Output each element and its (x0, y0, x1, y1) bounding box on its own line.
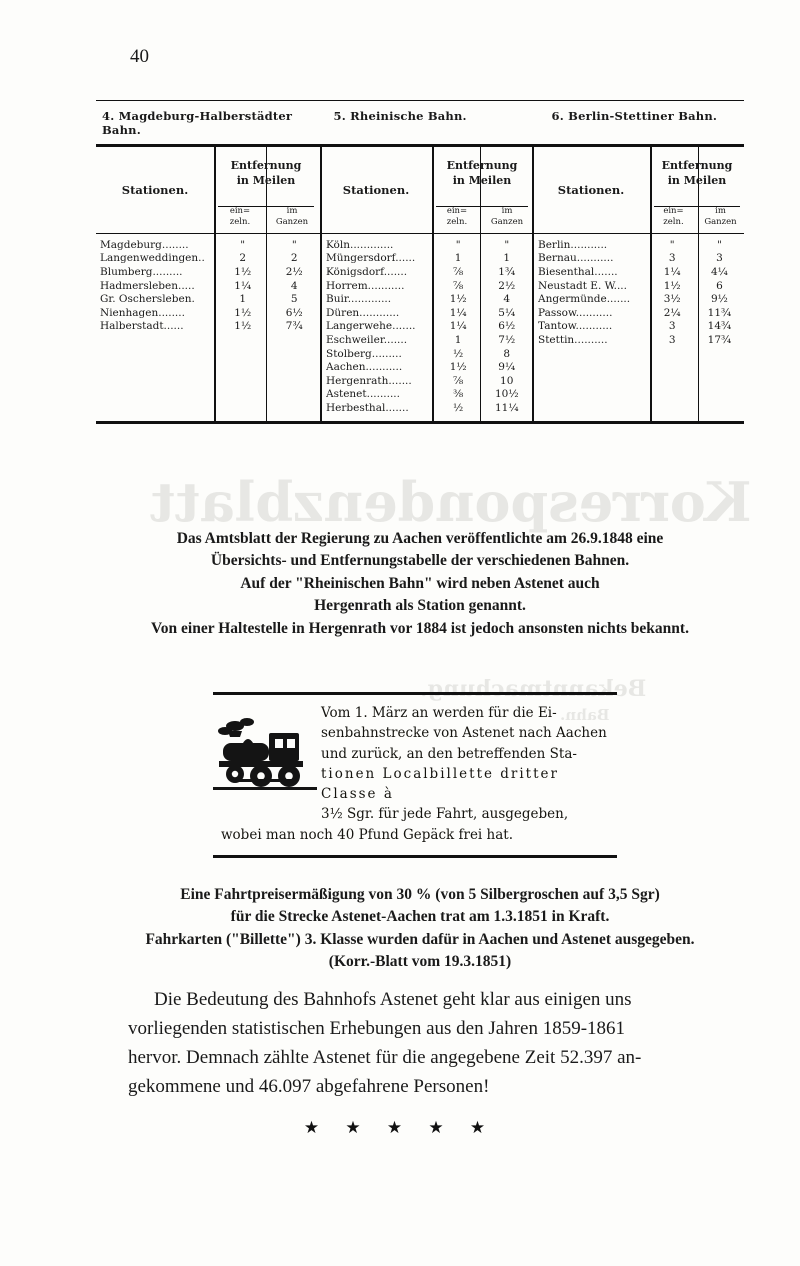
station-column-3 (532, 239, 650, 348)
paragraph-line-3: hervor. Demnach zählte Astenet für die angegebene Zeit 52.397 an- (128, 1046, 642, 1068)
caption2-line1: Eine Fahrtpreisermäßigung von 30 % (von 5 Silbergroschen auf 3,5 Sgr) (180, 886, 660, 903)
cell-single: 1½ (234, 320, 252, 333)
cell-total: 4¼ (711, 265, 728, 278)
table-body-group-2 (320, 234, 532, 422)
total-distance-column-2 (481, 239, 532, 416)
table-group-magdeburg (96, 147, 320, 422)
body-paragraph (128, 986, 704, 1102)
cell-single: 3 (668, 333, 676, 346)
station-column-1 (96, 239, 217, 334)
cell-total: 9¼ (498, 361, 516, 374)
cell-total: 5¼ (498, 306, 516, 319)
cell-single: 3½ (663, 293, 681, 306)
table-body-group-1 (96, 234, 320, 340)
advert-line-1: Vom 1. März an werden für die Ei- (321, 705, 557, 721)
cell-single: 1¼ (234, 279, 252, 292)
cell-total: 17¾ (707, 333, 732, 346)
table-row: Köln............. (326, 238, 394, 251)
cell-total: 6½ (285, 306, 303, 319)
sub-single-2: zeln. (229, 216, 251, 227)
cell-single: 2¼ (663, 306, 681, 319)
table-row: Blumberg......... (100, 265, 183, 278)
table-row: Düren............ (326, 306, 400, 319)
station-column-2 (320, 239, 435, 416)
cell-single: ⅞ (453, 279, 464, 292)
single-distance-column-3 (650, 239, 695, 348)
table-row: Gr. Oschersleben. (100, 293, 195, 306)
table-row: Hergenrath....... (326, 374, 412, 387)
caption2-line2: für die Strecke Astenet-Aachen trat am 1.3.1851 in Kraft. (230, 908, 610, 926)
table-body-group-3 (532, 234, 744, 354)
advert-bottom-rule (213, 855, 617, 858)
cell-total: 3 (716, 252, 723, 265)
table-row: Langerwehe....... (326, 320, 416, 333)
cell-total: 10 (500, 374, 514, 387)
cell-total: 8 (503, 347, 511, 360)
ghost-text-bahn: Bahn. (560, 706, 610, 724)
cell-total: 4 (290, 279, 298, 292)
cell-total: 5 (290, 293, 298, 306)
advert-line-5: 3½ Sgr. für jede Fahrt, ausgegeben, (321, 806, 569, 823)
sub-single-1: ein= (229, 206, 251, 217)
cell-single: 1 (239, 293, 247, 306)
cell-total: 6½ (498, 320, 516, 333)
table-row: Stolberg......... (326, 347, 402, 360)
advert-line-6: wobei man noch 40 Pfund Gepäck frei hat. (221, 826, 514, 843)
total-distance-column-3 (695, 239, 744, 348)
ghost-text-bekanntmachung: Bekanntmachung. (420, 676, 647, 702)
cell-single: " (669, 238, 675, 251)
cell-single: 3 (668, 252, 676, 265)
cell-single: 1¼ (449, 306, 467, 319)
table-row: Astenet.......... (326, 388, 400, 401)
sub-total-1: im (501, 206, 513, 217)
table-grid (96, 147, 744, 422)
cell-total: 1 (503, 252, 511, 265)
sub-total-1: im (715, 206, 726, 217)
single-distance-column-1 (217, 239, 269, 334)
cell-single: ½ (453, 401, 464, 414)
distance-title-line2: in Meilen (667, 173, 727, 187)
table-row: Nienhagen........ (100, 306, 185, 319)
cell-single: " (240, 238, 246, 251)
cell-total: 11¼ (494, 401, 519, 414)
cell-total: 11¾ (707, 306, 732, 319)
table-row: Bernau........... (538, 252, 614, 265)
cell-total: 2½ (498, 279, 516, 292)
cell-total: 1¾ (498, 265, 516, 278)
cell-single: ⅞ (453, 265, 464, 278)
cell-single: ⅞ (453, 374, 464, 387)
table-railway-headers (96, 103, 744, 144)
cell-single: 1½ (234, 265, 252, 278)
distance-title-line1: Entfernung (661, 158, 733, 172)
railway-header-2: 5. Rheinische Bahn. (333, 109, 467, 123)
paragraph-line-4: gekommene und 46.097 abgefahrene Personen! (128, 1075, 490, 1097)
distance-title-line1: Entfernung (446, 158, 518, 172)
cell-total: " (291, 238, 297, 251)
sub-single-2: zeln. (446, 216, 468, 227)
table-row: Tantow........... (538, 320, 613, 333)
single-distance-column-2 (435, 239, 482, 416)
cell-total: 10½ (494, 388, 519, 401)
total-distance-column-1 (268, 239, 320, 334)
sub-total-1: im (286, 206, 298, 217)
railway-distance-table (96, 100, 744, 424)
table-row: Horrem........... (326, 279, 405, 292)
cell-single: ½ (453, 347, 464, 360)
sub-total-2: Ganzen (490, 216, 524, 227)
cell-total: " (504, 238, 510, 251)
table-row: Biesenthal....... (538, 265, 618, 278)
column-header-group-2 (320, 147, 532, 233)
cell-total: 14¾ (707, 320, 732, 333)
table-row: Herbesthal....... (326, 401, 409, 414)
column-header-group-3 (532, 147, 744, 233)
cell-single: 1 (454, 252, 462, 265)
table-row: Magdeburg........ (100, 238, 189, 251)
distance-title-line1: Entfernung (230, 158, 302, 172)
cell-total: 2½ (285, 265, 303, 278)
caption-fahrtpreis (96, 884, 744, 974)
cell-single: 1 (454, 333, 462, 346)
railway-header-3: 6. Berlin-Stettiner Bahn. (551, 109, 718, 123)
col-label-distance-1 (214, 147, 318, 233)
table-row: Müngersdorf...... (326, 252, 416, 265)
column-header-group-1 (96, 147, 320, 233)
table-row: Halberstadt...... (100, 320, 184, 333)
railway-header-1: 4. Magdeburg-Halberstädter Bahn. (102, 109, 293, 138)
cell-single: 3 (668, 320, 676, 333)
table-row: Hadmersleben..... (100, 279, 195, 292)
caption2-line3: Fahrkarten ("Billette") 3. Klasse wurden dafür in Aachen und Astenet ausgegeben. (145, 930, 695, 948)
cell-total: 6 (716, 279, 723, 292)
table-row: Königsdorf....... (326, 265, 408, 278)
table-row: Angermünde....... (538, 293, 631, 306)
table-row: Eschweiler....... (326, 333, 408, 346)
caption1-line5: Von einer Haltestelle in Hergenrath vor 1884 ist jedoch ansonsten nichts bekannt. (151, 619, 689, 637)
col-label-stations-1: Stationen. (121, 182, 189, 197)
table-row: Neustadt E. W.... (538, 279, 627, 292)
sub-total-2: Ganzen (704, 216, 737, 227)
table-bottom-rule (96, 421, 744, 424)
paragraph-line-2: vorliegenden statistischen Erhebungen aus den Jahren 1859-1861 (128, 1017, 626, 1039)
distance-title-line2: in Meilen (236, 173, 296, 187)
table-group-rheinische (320, 147, 532, 422)
sub-single-2: zeln. (663, 216, 684, 227)
caption1-line1: Das Amtsblatt der Regierung zu Aachen veröffentlichte am 26.9.1848 eine (176, 530, 664, 547)
cell-single: 1½ (449, 293, 467, 306)
cell-total: 9½ (711, 293, 728, 306)
historic-advertisement (213, 692, 617, 858)
caption-amtsblatt (96, 528, 744, 640)
cell-single: 1½ (234, 306, 252, 319)
col-label-stations-3: Stationen. (557, 182, 625, 197)
steam-locomotive-icon (213, 717, 317, 791)
advert-line-4: tionen Localbillette dritter Classe à (321, 765, 559, 802)
advert-text (221, 703, 617, 845)
star-divider: ★ ★ ★ ★ ★ (303, 1118, 497, 1137)
advert-line-2: senbahnstrecke von Astenet nach Aachen (321, 725, 607, 742)
caption2-line4: (Korr.-Blatt vom 19.3.1851) (328, 953, 512, 971)
caption1-line4: Hergenrath als Station genannt. (314, 597, 526, 615)
table-row: Buir............. (326, 293, 392, 306)
table-row: Passow........... (538, 306, 613, 319)
cell-single: 1½ (449, 361, 467, 374)
cell-single: " (455, 238, 461, 251)
ghost-text-korrespondenzblatt: Korrespondenzblatt (150, 470, 752, 534)
cell-single: 1½ (663, 279, 681, 292)
sub-single-1: ein= (663, 206, 684, 217)
distance-title-line2: in Meilen (452, 173, 512, 187)
col-label-distance-2 (432, 147, 532, 233)
advert-line-3: und zurück, an den betreffenden Sta- (321, 745, 577, 762)
cell-single: ⅜ (453, 388, 464, 401)
cell-total: 7¾ (285, 320, 303, 333)
table-group-berlin-stettin (532, 147, 744, 422)
cell-total: " (717, 238, 722, 251)
cell-single: 1¼ (663, 265, 681, 278)
caption1-line2: Übersichts- und Entfernungstabelle der verschiedenen Bahnen. (210, 552, 630, 570)
cell-single: 2 (239, 252, 247, 265)
cell-total: 4 (503, 293, 511, 306)
cell-total: 7½ (498, 333, 516, 346)
table-row: Langenweddingen.. (100, 252, 205, 265)
table-row: Aachen........... (326, 361, 403, 374)
paragraph-line-1: Die Bedeutung des Bahnhofs Astenet geht klar aus einigen uns (154, 989, 632, 1010)
cell-total: 2 (290, 252, 298, 265)
table-row: Stettin.......... (538, 333, 608, 346)
col-label-stations-2: Stationen. (342, 182, 410, 197)
col-label-distance-3 (650, 147, 744, 233)
page-number: 40 (130, 46, 149, 67)
caption1-line3: Auf der "Rheinischen Bahn" wird neben Astenet auch (240, 574, 600, 592)
sub-total-2: Ganzen (275, 216, 309, 227)
cell-single: 1¼ (449, 320, 467, 333)
table-row: Berlin........... (538, 238, 608, 251)
sub-single-1: ein= (446, 206, 468, 217)
